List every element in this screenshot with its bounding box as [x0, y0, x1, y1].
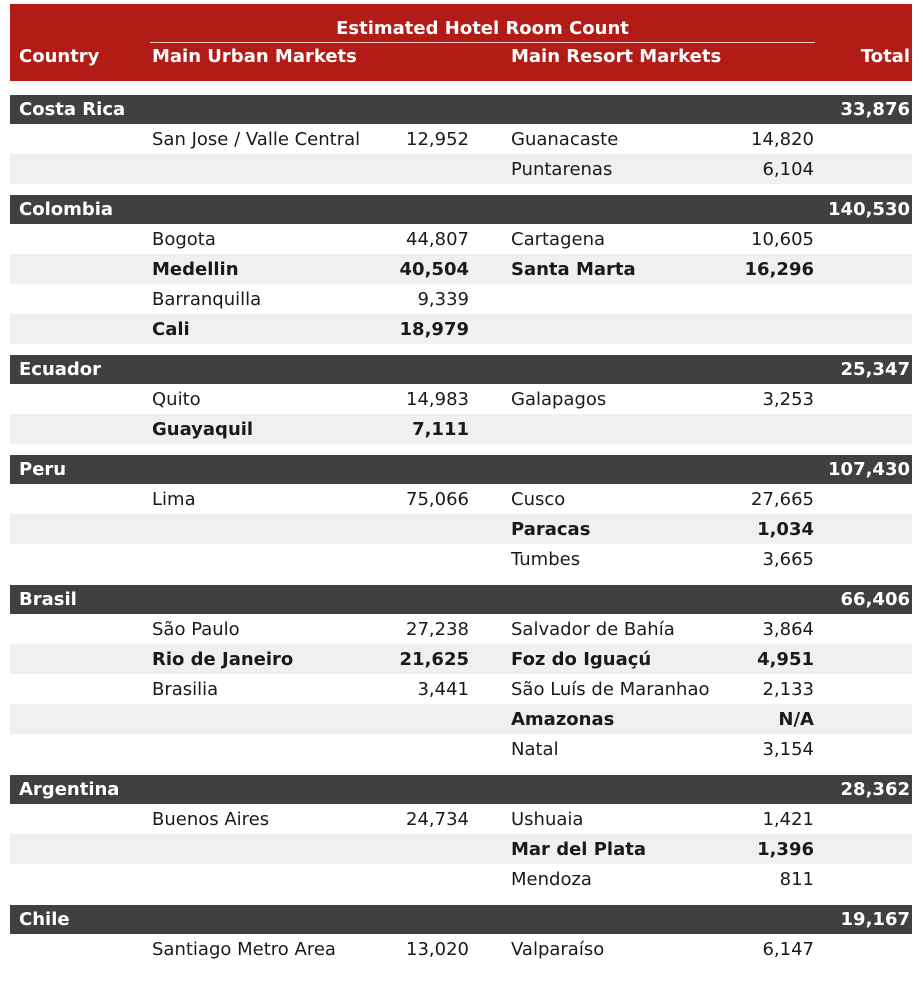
resort-market-count: 27,665 — [751, 489, 814, 510]
urban-market-count: 18,979 — [399, 319, 469, 340]
urban-market-count: 40,504 — [399, 259, 469, 280]
resort-market-name: Tumbes — [511, 549, 581, 570]
urban-market-name: Quito — [152, 389, 201, 410]
urban-market-name: Lima — [152, 489, 196, 510]
resort-market-count: 16,296 — [744, 259, 814, 280]
market-row — [10, 384, 912, 414]
resort-market-count: 2,133 — [762, 679, 814, 700]
urban-market-count: 14,983 — [406, 389, 469, 410]
urban-market-name: Buenos Aires — [152, 809, 270, 830]
resort-market-count: N/A — [778, 709, 814, 730]
country-total: 107,430 — [828, 459, 910, 480]
market-row — [10, 254, 912, 284]
market-row — [10, 124, 912, 154]
country-row — [10, 775, 912, 804]
resort-market-name: Mar del Plata — [511, 839, 646, 860]
header-divider — [150, 42, 815, 43]
market-row — [10, 674, 912, 704]
market-row — [10, 734, 912, 764]
resort-market-name: Mendoza — [511, 869, 592, 890]
urban-market-name: Medellin — [152, 259, 239, 280]
header-title: Estimated Hotel Room Count — [336, 18, 629, 39]
urban-market-count: 24,734 — [406, 809, 469, 830]
market-row — [10, 284, 912, 314]
market-row — [10, 154, 912, 184]
country-row — [10, 95, 912, 124]
urban-market-count: 9,339 — [417, 289, 469, 310]
urban-market-name: Barranquilla — [152, 289, 262, 310]
table-header — [10, 4, 912, 81]
resort-market-name: Santa Marta — [511, 259, 636, 280]
market-row — [10, 834, 912, 864]
resort-market-count: 3,154 — [762, 739, 814, 760]
resort-market-count: 6,147 — [762, 939, 814, 960]
resort-market-name: Cartagena — [511, 229, 606, 250]
resort-market-name: São Luís de Maranhao — [511, 679, 710, 700]
resort-market-count: 3,864 — [762, 619, 814, 640]
resort-market-name: Paracas — [511, 519, 591, 540]
urban-market-name: San Jose / Valle Central — [152, 129, 361, 150]
country-total: 19,167 — [840, 909, 910, 930]
urban-market-count: 12,952 — [406, 129, 469, 150]
resort-market-name: Amazonas — [511, 709, 615, 730]
column-header-total: Total — [860, 46, 910, 67]
resort-market-count: 10,605 — [751, 229, 814, 250]
market-row — [10, 804, 912, 834]
resort-market-count: 3,665 — [762, 549, 814, 570]
urban-market-count: 7,111 — [412, 419, 469, 440]
urban-market-name: Cali — [152, 319, 190, 340]
market-row — [10, 644, 912, 674]
hotel-room-count-table — [10, 4, 912, 964]
urban-market-count: 44,807 — [406, 229, 469, 250]
urban-market-name: São Paulo — [152, 619, 240, 640]
market-row — [10, 614, 912, 644]
market-row — [10, 314, 912, 344]
resort-market-name: Guanacaste — [511, 129, 619, 150]
market-row — [10, 864, 912, 894]
urban-market-count: 21,625 — [399, 649, 469, 670]
country-name: Argentina — [19, 779, 120, 800]
country-total: 28,362 — [840, 779, 910, 800]
resort-market-name: Salvador de Bahía — [511, 619, 675, 640]
country-name: Costa Rica — [19, 99, 126, 120]
market-row — [10, 544, 912, 574]
column-header-country: Country — [19, 46, 100, 67]
country-row — [10, 905, 912, 934]
urban-market-name: Rio de Janeiro — [152, 649, 294, 670]
resort-market-name: Puntarenas — [511, 159, 613, 180]
resort-market-count: 811 — [779, 869, 814, 890]
resort-market-count: 14,820 — [751, 129, 814, 150]
urban-market-name: Guayaquil — [152, 419, 254, 440]
country-name: Peru — [19, 459, 67, 480]
market-row — [10, 514, 912, 544]
resort-market-count: 1,034 — [757, 519, 814, 540]
column-header-urban: Main Urban Markets — [152, 46, 357, 67]
resort-market-name: Natal — [511, 739, 559, 760]
urban-market-count: 27,238 — [406, 619, 469, 640]
resort-market-count: 6,104 — [762, 159, 814, 180]
resort-market-name: Cusco — [511, 489, 566, 510]
country-row — [10, 585, 912, 614]
market-row — [10, 484, 912, 514]
urban-market-name: Brasilia — [152, 679, 219, 700]
country-total: 140,530 — [828, 199, 910, 220]
urban-market-count: 75,066 — [406, 489, 469, 510]
urban-market-name: Santiago Metro Area — [152, 939, 336, 960]
country-total: 66,406 — [840, 589, 910, 610]
country-name: Ecuador — [19, 359, 102, 380]
country-row — [10, 455, 912, 484]
column-header-resort: Main Resort Markets — [511, 46, 722, 67]
country-total: 25,347 — [840, 359, 910, 380]
table-body — [10, 95, 912, 964]
market-row — [10, 414, 912, 444]
market-row — [10, 934, 912, 964]
urban-market-name: Bogota — [152, 229, 216, 250]
resort-market-count: 1,396 — [757, 839, 814, 860]
resort-market-name: Valparaíso — [511, 939, 605, 960]
country-row — [10, 355, 912, 384]
resort-market-count: 3,253 — [762, 389, 814, 410]
urban-market-count: 3,441 — [417, 679, 469, 700]
resort-market-name: Galapagos — [511, 389, 607, 410]
country-name: Colombia — [19, 199, 114, 220]
market-row — [10, 224, 912, 254]
resort-market-name: Ushuaia — [511, 809, 584, 830]
country-total: 33,876 — [840, 99, 910, 120]
country-name: Chile — [19, 909, 70, 930]
urban-market-count: 13,020 — [406, 939, 469, 960]
market-row — [10, 704, 912, 734]
resort-market-count: 1,421 — [762, 809, 814, 830]
country-name: Brasil — [19, 589, 77, 610]
country-row — [10, 195, 912, 224]
resort-market-name: Foz do Iguaçú — [511, 649, 652, 670]
resort-market-count: 4,951 — [757, 649, 814, 670]
